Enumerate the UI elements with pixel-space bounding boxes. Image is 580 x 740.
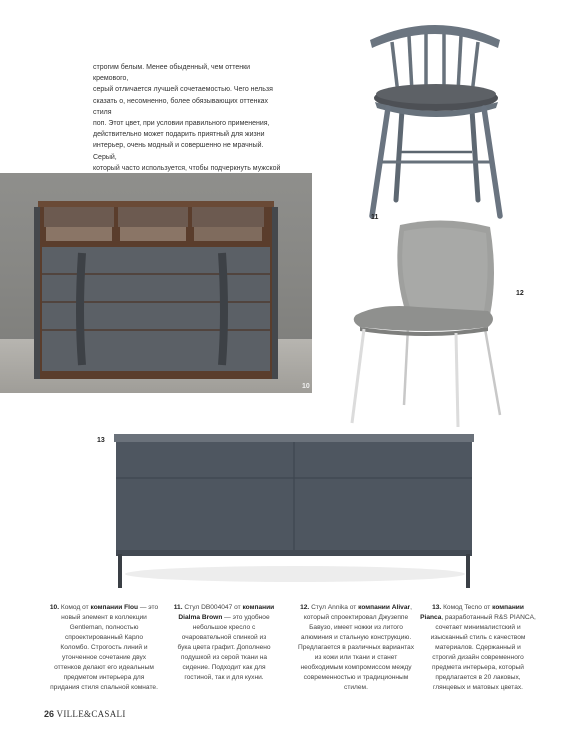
caption-text: бука цвета графит. Дополнено [177, 644, 271, 651]
caption-text: сидение. Подходит как для [182, 664, 266, 671]
intro-line: который часто используется, чтобы подчеркнуть мужской [93, 164, 281, 172]
caption-text: стилем. [344, 684, 368, 691]
caption-number: 12. [300, 604, 310, 611]
caption-text: подушкой из серой ткани на [180, 654, 268, 661]
caption-text: новый элемент в коллекции [61, 614, 147, 621]
sideboard-13-image [110, 432, 480, 590]
item-number-13: 13 [97, 437, 105, 444]
caption-text: сочетает минималистский и [435, 624, 521, 631]
item-number-12: 12 [516, 290, 524, 297]
item-number-10: 10 [302, 383, 310, 390]
caption-text: спроектированный Карло [64, 634, 144, 641]
caption-text: который спроектировал Джузеппе [303, 614, 409, 621]
caption-text: — это удобное [222, 614, 270, 621]
caption-text: , разработанный R&S PIANCA, [441, 614, 536, 621]
caption-text: современностью и традиционным [303, 674, 409, 681]
caption-text: строгий дизайн современного [432, 654, 524, 661]
caption-brand: Dialma Brown [178, 614, 223, 621]
dresser-10-photo [0, 173, 312, 393]
caption-brand: компании [242, 604, 275, 611]
chair-11-image [360, 12, 510, 224]
caption-text: Предлагается в различных вариантах [298, 644, 414, 651]
caption-text: утонченное сочетание двух [61, 654, 147, 661]
intro-line: интерьер, очень модный и совершенно не мрачный. Серый, [93, 142, 264, 161]
caption-text: предлагается в 20 лаковых, [435, 674, 521, 681]
caption-text: предметом интерьера для [63, 674, 145, 681]
caption-text: гостиной, так и для кухни. [184, 674, 264, 681]
page-footer [44, 709, 126, 719]
intro-line: серый отличается лучшей сочетаемостью. Чего нельзя [93, 86, 273, 94]
caption-brand: компании Alivar [358, 604, 411, 611]
caption-number: 11. [173, 604, 183, 611]
caption-text: Стул Annika от [309, 604, 359, 611]
caption-text: из кожи или ткани и станет [314, 654, 398, 661]
caption-text: Стул DB004047 от [182, 604, 243, 611]
caption-10 [44, 603, 164, 693]
dresser-10-image [34, 201, 278, 383]
caption-text: предмета интерьера, который [432, 664, 524, 671]
caption-text: глянцевых и матовых цветах. [432, 684, 523, 691]
chair-12-image [348, 215, 508, 430]
intro-line: поп. Этот цвет, при условии правильного применения, [93, 120, 270, 128]
intro-line: действительно может подарить приятный для жизни [93, 131, 265, 139]
caption-text: изысканный стиль с качеством [430, 634, 526, 641]
caption-text: оттенков делают его идеальным [54, 664, 154, 671]
intro-line: строгим белым. Менее обыденный, чем оттенки кремового, [93, 64, 251, 83]
caption-text: Бавузо, имеет ножки из литого [309, 624, 403, 631]
caption-text: небольшое кресло с [192, 624, 256, 631]
caption-text: Комод от [59, 604, 91, 611]
caption-brand: компании Flou [90, 604, 139, 611]
caption-brand: компании [492, 604, 524, 611]
caption-brand: Pianca [420, 614, 442, 621]
page-number: 26 [44, 709, 55, 719]
caption-text: необходимым компромиссом между [300, 664, 412, 671]
caption-number: 13. [432, 604, 442, 611]
intro-line: сказать о, несомненно, более обязывающих оттенках стиля [93, 97, 269, 116]
caption-text: Gentleman, полностью [69, 624, 139, 631]
caption-12 [296, 603, 416, 693]
caption-number: 10. [49, 604, 60, 611]
caption-11 [172, 603, 276, 683]
caption-text: очаровательной спинкой из [181, 634, 267, 641]
caption-text: , [410, 604, 412, 611]
caption-text: Комод Tecno от [441, 604, 493, 611]
magazine-name: VILLE&CASALI [56, 709, 126, 719]
caption-text: материалов. Сдержанный и [435, 644, 521, 651]
caption-text: алюминия и стальную конструкцию. [300, 634, 412, 641]
caption-text: придания стиля спальной комнате. [50, 684, 158, 691]
caption-13 [420, 603, 536, 693]
item-number-11: 11 [371, 214, 379, 221]
caption-text: Коломбо. Строгость линий и [60, 644, 148, 651]
caption-text: — это [138, 604, 159, 611]
